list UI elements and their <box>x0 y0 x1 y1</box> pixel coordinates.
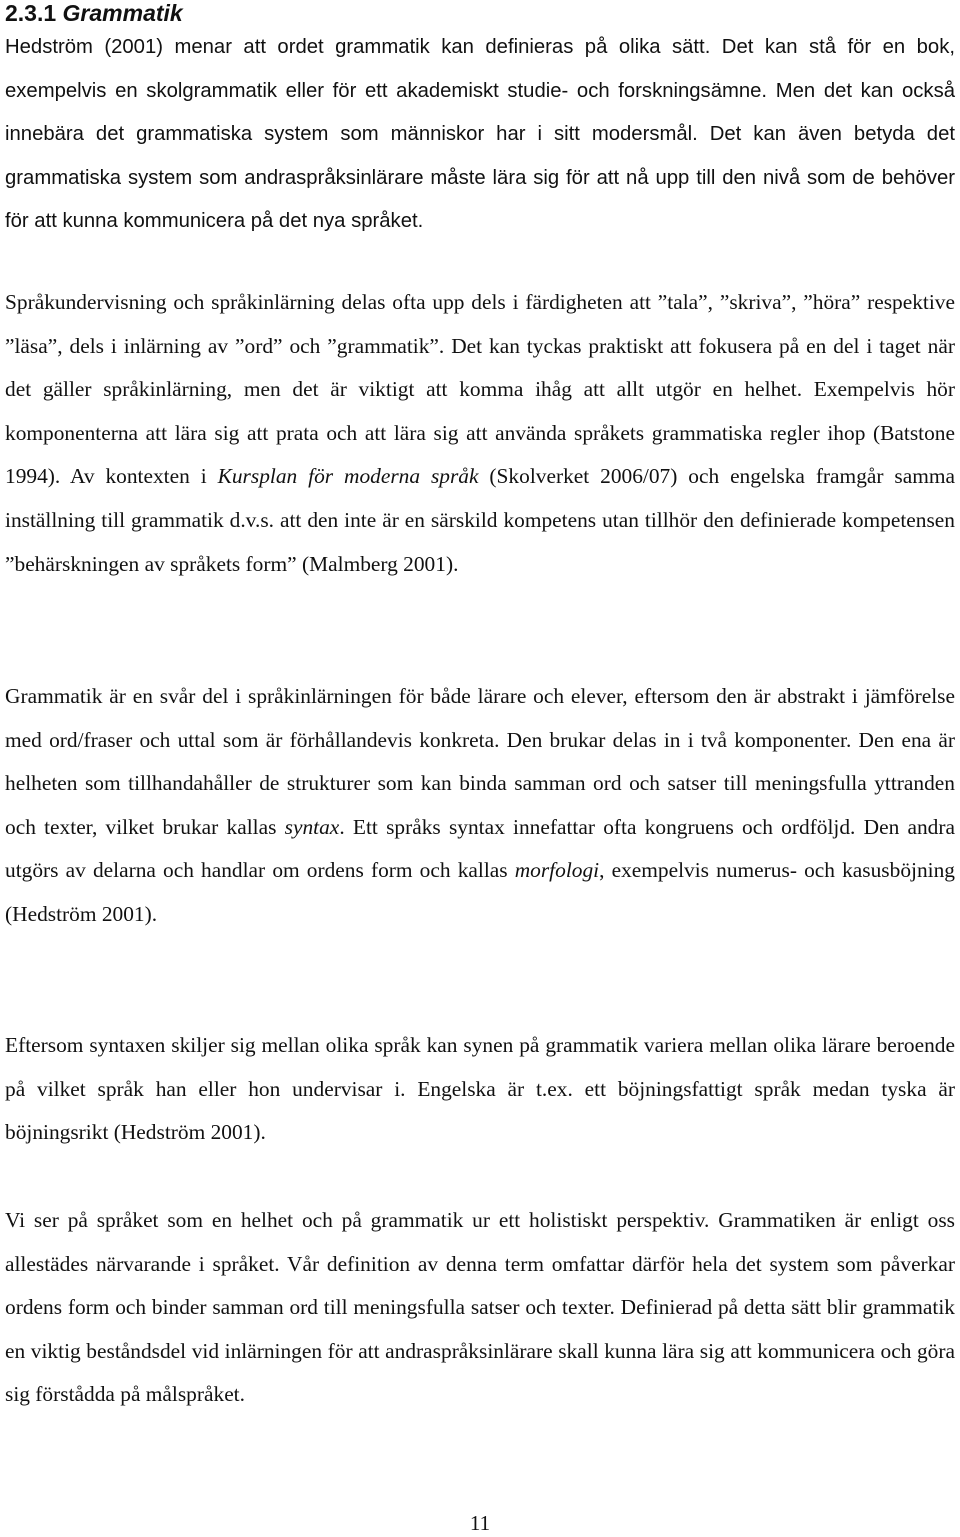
paragraph-text: Grammatik är en svår del i språkinlärningen för både lärare och elever, eftersom den är abstrakt i jämförelse med ord/fraser och uttal som är förhållandevis konkreta. Den brukar delas in i två komponenter. Den ena är helheten som tillhandahåller de strukturer som kan binda samman ord och satser till meningsfulla yttranden och texter, vilket brukar kallas <box>5 684 955 839</box>
section-number: 2.3.1 <box>5 0 57 26</box>
italic-term-morphology: morfologi <box>514 858 600 883</box>
paragraph-text: (Skolverket 2006/07) och engelska framgår samma inställning till grammatik d.v.s. att den inte är en särskild kompetens utan tillhör den definierade kompetensen ”behärskningen av språkets form” (Malmberg 2001). <box>5 464 956 576</box>
paragraph-text: , exempelvis numerus- och kasusböjning (Hedström 2001). <box>5 858 955 926</box>
paragraph-text: Språkundervisning och språkinlärning delas ofta upp dels i färdigheten att ”tala”, ”skriva”, ”höra” respektive ”läsa”, dels i inlärning av ”ord” och ”grammatik”. Det kan tyckas praktiskt att fokusera på en del i taget när det gäller språkinlärning, men det är viktigt att komma ihåg att allt utgör en helhet. Exempelvis hör komponenterna att lära sig att prata och att lära sig att använda språkets grammatiska regler ihop (Batstone 1994). Av kontexten i <box>5 290 955 489</box>
paragraph-text: . Ett språks syntax innefattar ofta kongruens och ordföljd. Den andra utgörs av delarna och handlar om ordens form och kallas <box>5 814 955 883</box>
page-number: 11 <box>469 1511 491 1535</box>
italic-term-syntax: syntax <box>284 814 340 839</box>
section-heading <box>5 0 183 26</box>
paragraph-syntax-differences: Eftersom syntaxen skiljer sig mellan olika språk kan synen på grammatik variera mellan olika lärare beroende på vilket språk han eller hon undervisar i. Engelska är t.ex. ett böjningsfattigt språk medan tyska är böjningsrikt (Hedström 2001). <box>5 1033 955 1145</box>
italic-document-title: Kursplan för moderna språk <box>217 464 479 489</box>
paragraph-definitions: Hedström (2001) menar att ordet grammatik kan definieras på olika sätt. Det kan stå för en bok, exempelvis en skolgrammatik eller för ett akademiskt studie- och forskningsämne. Men det kan också innebära det grammatiska system som människor har i sitt modersmål. Det kan även betyda det grammatiska system som andraspråksinlärare måste lära sig för att nå upp till den nivå som de behöver för att kunna kommunicera på det nya språket. <box>5 36 955 233</box>
section-title: Grammatik <box>62 0 183 26</box>
paragraph-holistic-view: Vi ser på språket som en helhet och på grammatik ur ett holistiskt perspektiv. Grammatiken är enligt oss allestädes närvarande i språket. Vår definition av denna term omfattar därför hela det system som påverkar ordens form och binder samman ord till meningsfulla satser och texter. Definierad på detta sätt blir grammatik en viktig beståndsdel vid inlärningen för att andraspråksinlärare skall kunna lära sig att kommunicera och göra sig förstådda på målspråket. <box>5 1208 955 1407</box>
paragraph-language-skills <box>5 281 955 586</box>
paragraph-syntax-morphology <box>5 675 955 937</box>
